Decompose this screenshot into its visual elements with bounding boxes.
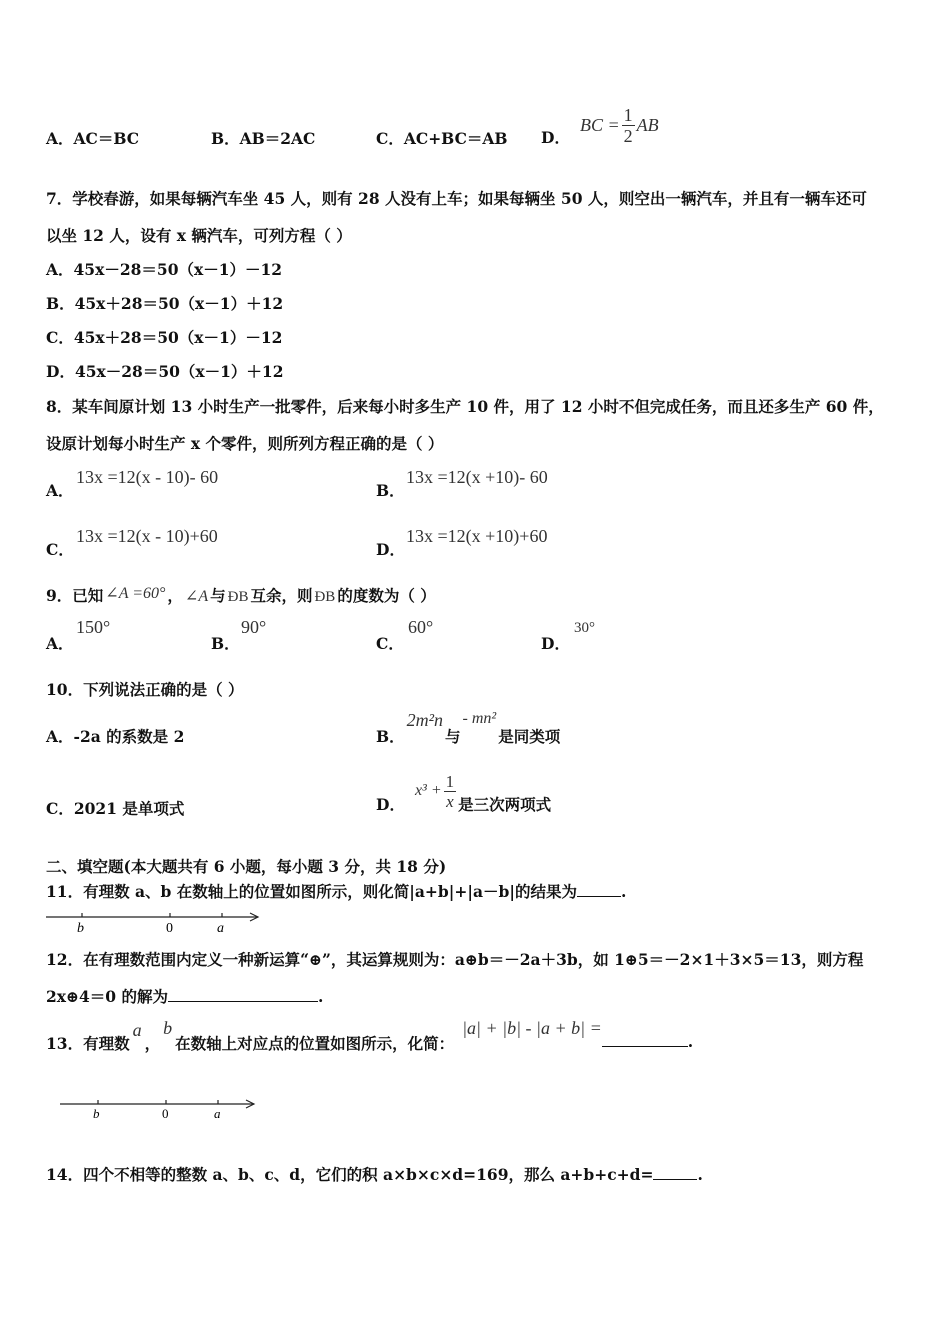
q13-mid: 在数轴上对应点的位置如图所示，化简： <box>175 1034 455 1053</box>
q9-option-a-value: 150° <box>76 617 111 637</box>
q9-stem-sep: ， <box>167 586 183 605</box>
q9-stem-angle2: ∠A <box>184 588 209 605</box>
q6-option-d-fraction <box>622 106 635 145</box>
q7-stem-line2: 以坐 12 人，设有 x 辆汽车，可列方程（ ） <box>46 226 352 245</box>
q13-sep: ， <box>144 1034 161 1053</box>
q10-option-b-label: B． <box>376 727 405 746</box>
q9-option-c-value: 60° <box>408 617 434 637</box>
q9-stem-mid: 与 <box>210 586 226 605</box>
q11-number-line <box>44 908 264 936</box>
q11-stem-text: 11．有理数 a、b 在数轴上的位置如图所示，则化简|a+b|+|a－b|的结果为 <box>46 882 578 901</box>
q11-answer-blank <box>577 896 621 897</box>
q13-prefix: 13．有理数 <box>46 1034 130 1053</box>
q8-option-d-equation: 13x =12(x +10)+60 <box>406 526 548 546</box>
q10-option-b-term2: - mn² <box>462 710 497 727</box>
q12-tail: . <box>317 987 324 1006</box>
q9-stem-angle: ∠A =60° <box>105 585 166 602</box>
q7-option-a: A．45x－28＝50（x－1）－12 <box>46 260 283 279</box>
q10-option-b-term1: 2m²n <box>406 710 444 730</box>
q8-option-b-equation: 13x =12(x +10)- 60 <box>406 467 548 487</box>
q10-option-d <box>376 768 551 814</box>
q13-answer-blank <box>602 1046 688 1047</box>
q7-option-b: B．45x＋28＝50（x－1）＋12 <box>46 294 284 313</box>
q6-option-c: C．AC+BC＝AB <box>376 129 508 148</box>
q10-option-c: C．2021 是单项式 <box>46 799 185 818</box>
q6-option-d <box>541 100 659 150</box>
q10-option-b-suffix: 是同类项 <box>498 727 561 746</box>
q10-option-a: A．-2a 的系数是 2 <box>46 727 185 746</box>
q10-option-d-expr: x³ + <box>414 782 442 799</box>
q7-option-d: D．45x－28＝50（x－1）＋12 <box>46 362 284 381</box>
q13-expression: |a| + |b| - |a + b| = <box>462 1018 602 1038</box>
q6-option-d-label: D． <box>541 128 570 147</box>
q12-stem-text: 2x⊕4＝0 的解为 <box>46 987 168 1006</box>
q6-option-d-numerator: 1 <box>623 104 633 125</box>
q9-option-c-label: C． <box>376 634 404 653</box>
q9-option-b-value: 90° <box>241 617 267 637</box>
q13-var-a: a <box>132 1020 142 1040</box>
q13-label-0: 0 <box>162 1106 169 1121</box>
q13-label-b: b <box>93 1106 100 1121</box>
q7-stem-line1: 7．学校春游，如果每辆汽车坐 45 人，则有 28 人没有上车；如果每辆坐 50 人，则空出一辆汽车，并且有一辆车还可 <box>46 189 867 208</box>
q9-option-a-label: A． <box>46 634 74 653</box>
q9-option-d-label: D． <box>541 634 570 653</box>
q8-option-d-label: D． <box>376 540 405 559</box>
q10-option-d-fraction <box>444 773 457 810</box>
q10-option-b-mid: 与 <box>445 727 461 746</box>
q9-stem-suffix: 的度数为（ ） <box>337 586 436 605</box>
q10-option-d-numerator: 1 <box>445 771 455 791</box>
q7-option-c: C．45x＋28＝50（x－1）－12 <box>46 328 283 347</box>
q14-stem <box>46 1163 703 1185</box>
q11-stem <box>46 880 626 902</box>
q13-var-b: b <box>163 1018 173 1038</box>
q9-stem-prefix: 9．已知 <box>46 586 104 605</box>
q9-option-d-value: 30° <box>574 620 595 636</box>
q9-option-b-label: B． <box>211 634 240 653</box>
q6-option-b: B．AB＝2AC <box>211 129 316 148</box>
q14-stem-text: 14．四个不相等的整数 a、b、c、d，它们的积 a×b×c×d=169，那么 a+b+c+d= <box>46 1165 654 1184</box>
q8-stem-line2: 设原计划每小时生产 x 个零件，则所列方程正确的是（ ） <box>46 434 444 453</box>
q9-stem-mid2: 互余，则 <box>250 586 313 605</box>
q10-option-d-label: D． <box>376 795 405 814</box>
q8-option-b-label: B． <box>376 481 405 500</box>
q9-stem <box>46 584 436 606</box>
q13-stem <box>46 1018 693 1054</box>
q8-option-c-label: C． <box>46 540 74 559</box>
q11-label-a: a <box>217 921 224 936</box>
q8-option-c-equation: 13x =12(x - 10)+60 <box>76 526 218 546</box>
q6-option-d-lhs: BC = <box>579 114 620 135</box>
section-heading: 二、填空题(本大题共有 6 小题，每小题 3 分，共 18 分) <box>46 857 447 876</box>
q14-tail: . <box>697 1165 703 1184</box>
q6-option-d-rhs: AB <box>636 114 659 135</box>
q12-stem-line1: 12．在有理数范围内定义一种新运算“⊕”，其运算规则为：a⊕b＝－2a＋3b，如 1⊕5＝－2×1＋3×5＝13，则方程 <box>46 950 864 969</box>
q11-label-0: 0 <box>166 921 173 936</box>
q8-option-a-label: A． <box>46 481 74 500</box>
q11-tail: . <box>621 882 627 901</box>
q13-label-a: a <box>214 1106 221 1121</box>
q10-stem: 10．下列说法正确的是（ ） <box>46 680 244 699</box>
q13-tail: . <box>687 1032 694 1051</box>
q10-option-b <box>376 710 560 747</box>
q13-number-line <box>58 1094 262 1122</box>
q9-stem-angle-b1: ÐB <box>227 589 249 605</box>
q6-option-d-denominator: 2 <box>623 125 633 146</box>
q8-option-a-equation: 13x =12(x - 10)- 60 <box>76 467 219 487</box>
q8-stem-line1: 8．某车间原计划 13 小时生产一批零件，后来每小时多生产 10 件，用了 12 小时不但完成任务，而且还多生产 60 件， <box>46 397 884 416</box>
q10-option-d-suffix: 是三次两项式 <box>458 795 552 814</box>
q14-answer-blank <box>653 1179 697 1180</box>
q12-stem-line2 <box>46 985 323 1007</box>
q13-answer <box>602 1032 693 1051</box>
q11-label-b: b <box>77 921 84 936</box>
q6-option-a: A．AC＝BC <box>46 129 140 148</box>
q12-answer-blank <box>168 1001 318 1002</box>
q10-option-d-denominator: x <box>446 791 454 811</box>
q9-stem-angle-b2: ÐB <box>314 589 336 605</box>
